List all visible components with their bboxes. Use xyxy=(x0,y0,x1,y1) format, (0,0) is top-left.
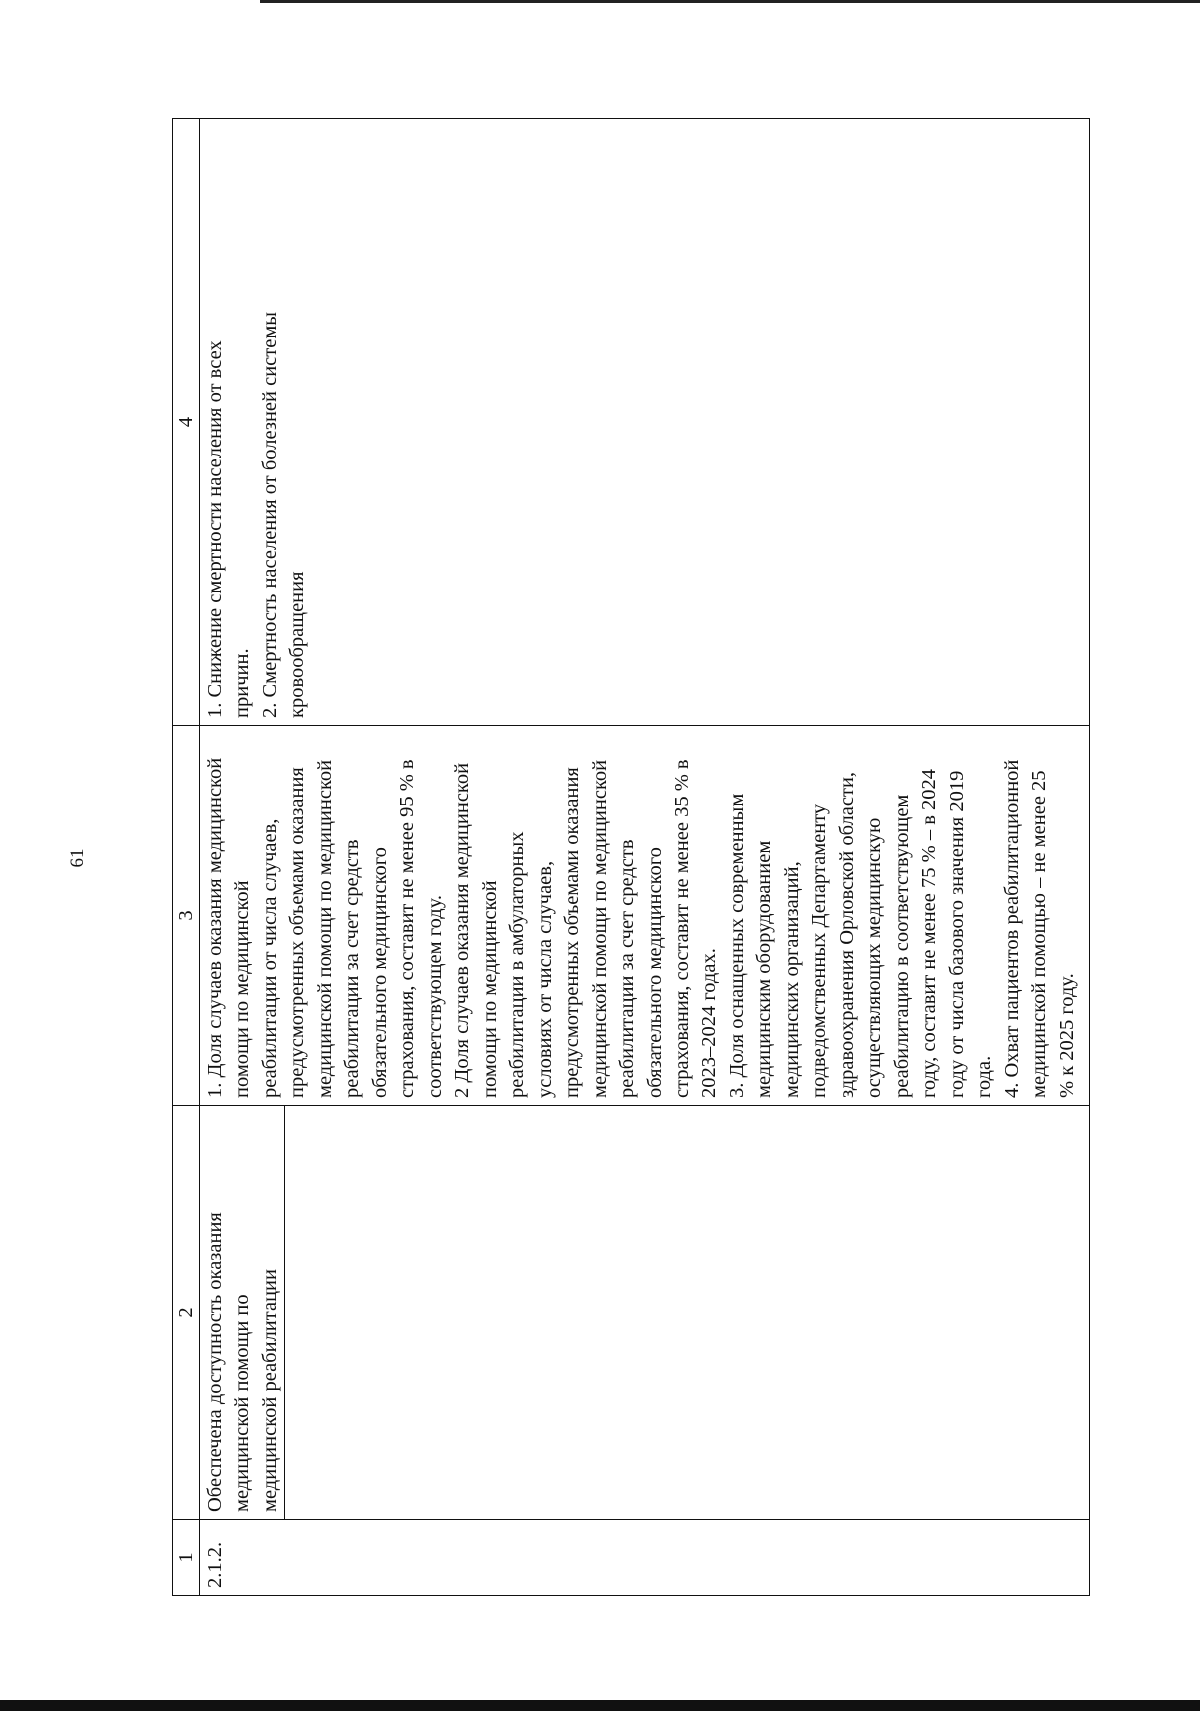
goals-cell xyxy=(200,119,1090,726)
indicators-table xyxy=(172,118,1090,1596)
page-number: 61 xyxy=(67,848,88,868)
goals-text: 1. Снижение смертности населения от всех причин. 2. Смертность населения от болезней системы кровообращения xyxy=(204,311,309,718)
task-cell xyxy=(200,1106,1090,1520)
task-text: Обеспечена доступность оказания медицинской помощи по медицинской реабилитации xyxy=(202,1106,285,1519)
indicators-cell xyxy=(200,726,1090,1106)
row-number: 2.1.2. xyxy=(204,1541,226,1588)
header-col-3: 3 xyxy=(173,726,200,1106)
table-rotator xyxy=(172,119,1090,1596)
table-row xyxy=(200,119,1090,1596)
scan-bottom-edge xyxy=(0,1700,1200,1711)
indicators-text: 1. Доля случаев оказания медицинской помощи по медицинской реабилитации от числа случаев, предусмотренных объемами оказания медицинской помощи по медицинской реабилитации за счет средств обязательного медицинского страхования, составит не менее 95 % в соответствующем году. 2 Доля случаев оказания медицинской помощи по медицинской реабилитации в амбулаторных условиях от числа случаев, предусмотренных объемами оказания медицинской помощи по медицинской реабилитации за счет средств обязательного медицинского страхования, составит не менее 35 % в 2023–2024 годах. 3. Доля оснащенных современным медицинским оборудованием медицинских организаций, подведомственных Департаменту здравоохранения Орловской области, осуществляющих медицинскую реабилитацию в соответствующем году, составит не менее 75 % – в 2024 году от числа базового значения 2019 года. 4. Охват пациентов реабилитационной медицинской помощью – не менее 25 % к 2025 году. xyxy=(204,757,1078,1098)
header-col-1: 1 xyxy=(173,1520,200,1596)
header-row xyxy=(173,119,200,1596)
scan-top-edge xyxy=(260,0,1200,3)
header-col-4: 4 xyxy=(173,119,200,726)
row-number-cell xyxy=(200,1520,1090,1596)
header-col-2: 2 xyxy=(173,1106,200,1520)
